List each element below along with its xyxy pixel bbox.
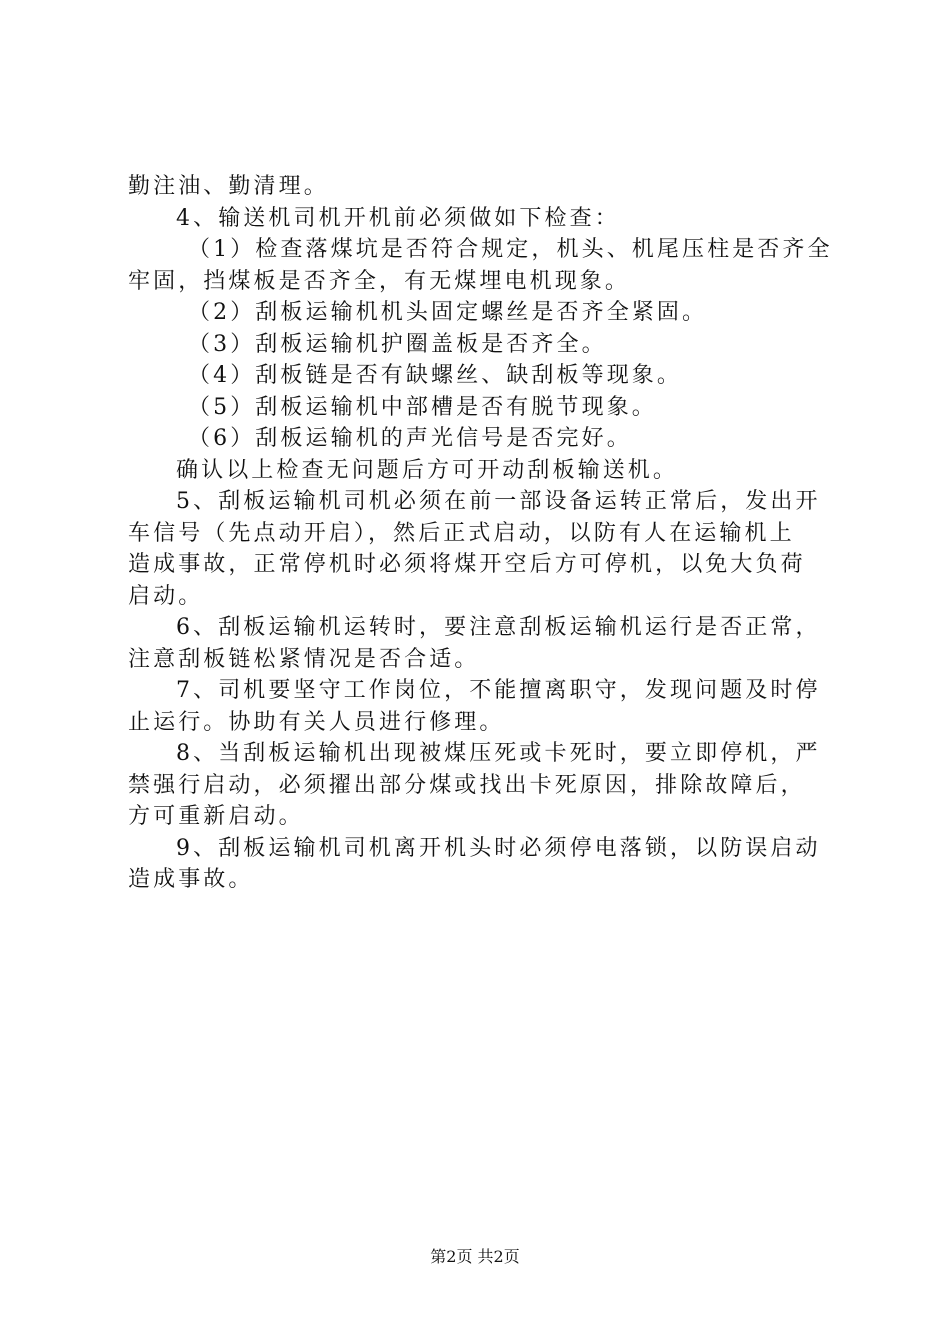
text-line: （1）检查落煤坑是否符合规定，机头、机尾压柱是否齐全	[188, 237, 833, 262]
page-footer: 第2页 共2页	[430, 1247, 520, 1266]
text-line: 9、刮板运输机司机离开机头时必须停电落锁，以防误启动	[176, 835, 821, 861]
text-line: 注意刮板链松紧情况是否合适。	[128, 646, 480, 672]
text-line: 造成事故。	[128, 867, 254, 892]
text-line: （3）刮板运输机护圈盖板是否齐全。	[188, 331, 607, 357]
text-line: 车信号（先点动开启），然后正式启动，以防有人在运输机上	[128, 520, 795, 546]
text-line: 4、输送机司机开机前必须做如下检查：	[176, 205, 620, 231]
text-line: 止运行。协助有关人员进行修理。	[128, 709, 505, 735]
document-body	[128, 171, 834, 896]
text-line: 7、司机要坚守工作岗位，不能擅离职守，发现问题及时停	[176, 678, 821, 703]
text-line: 造成事故，正常停机时必须将煤开空后方可停机，以免大负荷	[128, 552, 806, 577]
text-line: （4）刮板链是否有缺螺丝、缺刮板等现象。	[188, 363, 682, 388]
text-line: 确认以上检查无问题后方可开动刮板输送机。	[176, 457, 679, 483]
text-line: 6、刮板运输机运转时，要注意刮板运输机运行是否正常，	[176, 615, 821, 640]
text-line: 8、当刮板运输机出现被煤压死或卡死时，要立即停机，严	[176, 741, 821, 766]
text-line: （5）刮板运输机中部槽是否有脱节现象。	[188, 394, 657, 420]
text-line: （2）刮板运输机机头固定螺丝是否齐全紧固。	[188, 300, 708, 325]
text-line: 勤注油、勤清理。	[128, 174, 329, 199]
text-line: （6）刮板运输机的声光信号是否完好。	[188, 426, 632, 451]
text-line: 5、刮板运输机司机必须在前一部设备运转正常后，发出开	[176, 489, 821, 514]
text-line: 禁强行启动，必须擢出部分煤或找出卡死原因，排除故障后，	[128, 772, 806, 798]
text-line: 方可重新启动。	[128, 804, 304, 829]
text-line: 启动。	[128, 583, 204, 609]
text-line: 牢固，挡煤板是否齐全，有无煤埋电机现象。	[128, 268, 631, 294]
